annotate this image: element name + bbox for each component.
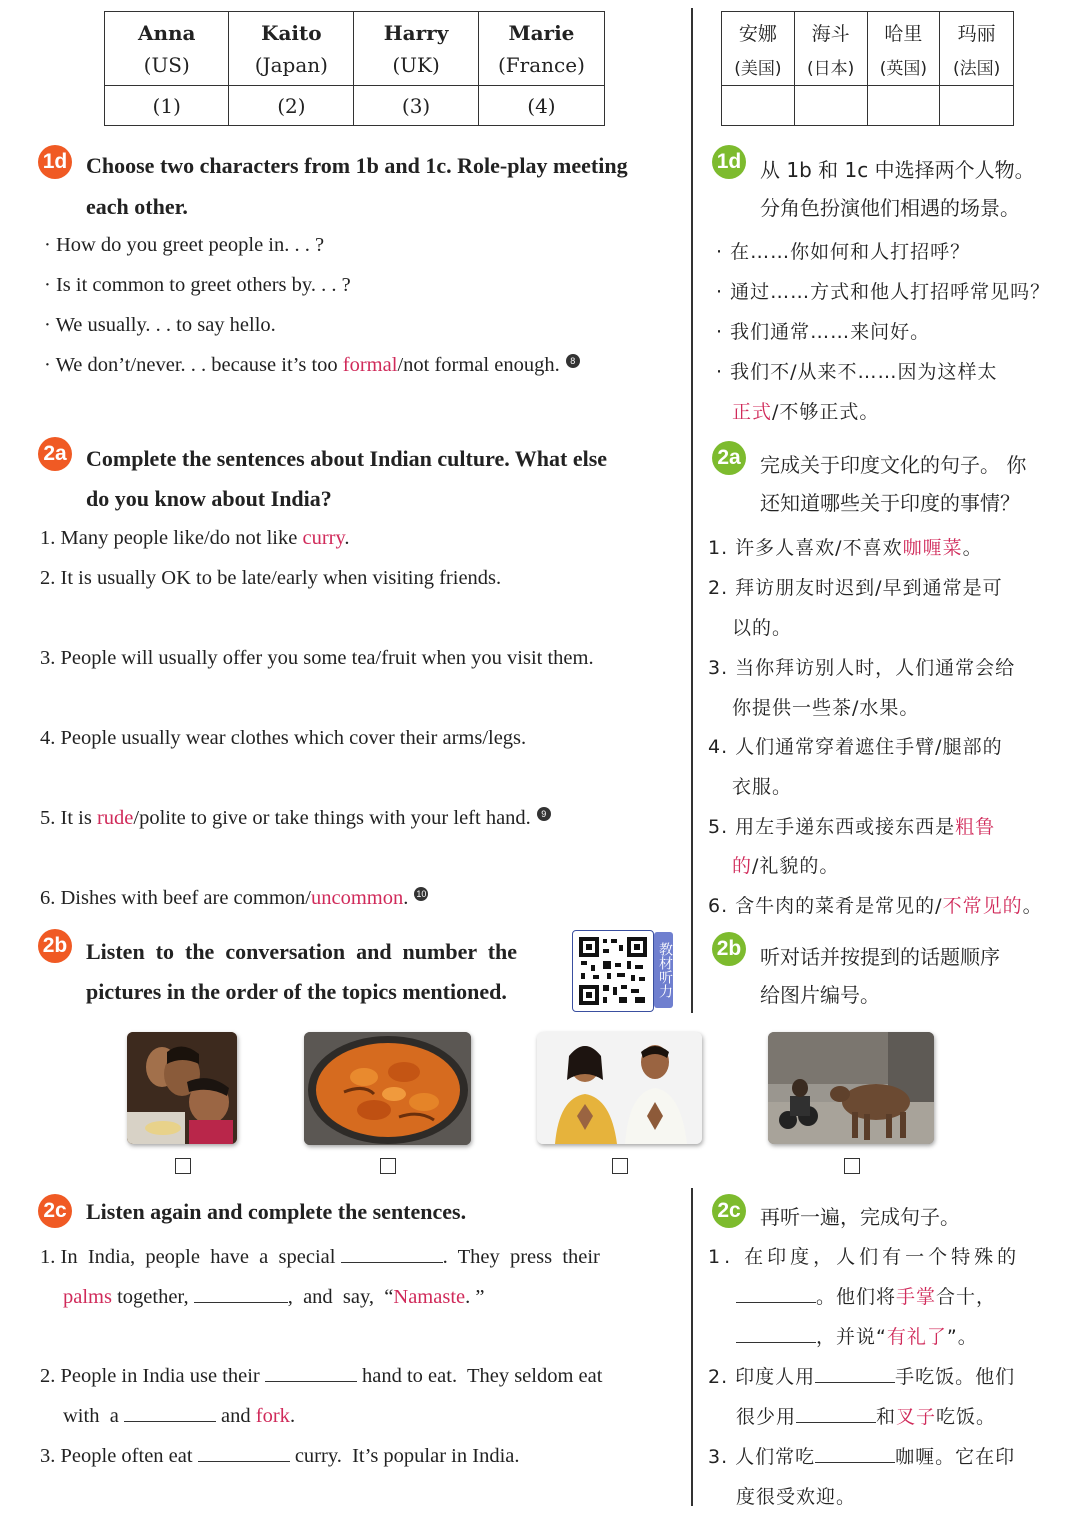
item-2a-cn-2b: 以的。 xyxy=(732,617,793,639)
blank-2c-cn-5[interactable] xyxy=(815,1442,895,1463)
item-2a-4: 4. People usually wear clothes which cover their arms/legs. xyxy=(40,727,527,749)
bullet-1d-2: · Is it common to greet others by. . . ? xyxy=(44,274,351,296)
table-cell-harry: Harry (UK) xyxy=(354,12,479,86)
table-cell-marie: Marie (France) xyxy=(478,12,604,86)
item-2a-cn-5a: 5. 用左手递东西或接东西是粗鲁 xyxy=(708,816,996,838)
table-cell-anna: Anna (US) xyxy=(105,12,229,86)
heading-1d-line2: each other. xyxy=(86,194,188,219)
picture-3-checkbox[interactable] xyxy=(612,1158,628,1174)
blank-2c-cn-1[interactable] xyxy=(736,1282,816,1303)
item-2c-cn-1a: 1. 在印度，人们有一个特殊的 xyxy=(708,1246,1021,1268)
table-number-4: (4) xyxy=(478,86,604,126)
characters-table xyxy=(104,11,605,126)
picture-2-checkbox[interactable] xyxy=(380,1158,396,1174)
item-2c-cn-1c: ，并说“有礼了”。 xyxy=(736,1322,978,1349)
item-2c-1a: 1. In India, people have a special . They press their xyxy=(40,1242,600,1269)
table-cn-blank-2 xyxy=(794,86,867,126)
bullet-1d-4: · We don’t/never. . . because it’s too formal/not formal enough. 8 xyxy=(44,354,580,377)
qr-code-icon xyxy=(573,931,653,1011)
table-cn-cell-4: 玛丽 (法国) xyxy=(940,12,1014,86)
item-2c-2a: 2. People in India use their hand to eat. They seldom eat xyxy=(40,1361,602,1388)
badge-2c: 2c xyxy=(38,1194,72,1228)
item-2a-cn-2a: 2. 拜访朋友时迟到/早到通常是可 xyxy=(708,577,1003,599)
bullet-1d-3: · We usually. . . to say hello. xyxy=(44,314,276,336)
blank-2c-1[interactable] xyxy=(341,1242,443,1263)
bullet-1d-cn-4b: 正式/不够正式。 xyxy=(732,401,880,423)
table-number-2: (2) xyxy=(229,86,354,126)
item-2a-cn-3b: 你提供一些茶/水果。 xyxy=(732,697,920,719)
blank-2c-4[interactable] xyxy=(124,1401,216,1422)
bullet-1d-cn-4: · 我们不/从来不……因为这样太 xyxy=(716,361,998,383)
item-2a-2: 2. It is usually OK to be late/early when visiting friends. xyxy=(40,567,502,589)
table-cn-blank-4 xyxy=(940,86,1014,126)
item-2a-5: 5. It is rude/polite to give or take things with your left hand. 9 xyxy=(40,807,551,830)
badge-2a-cn: 2a xyxy=(712,441,746,475)
picture-namaste-greeting xyxy=(537,1032,702,1144)
table-cell-kaito: Kaito (Japan) xyxy=(229,12,354,86)
table-cn-blank-3 xyxy=(867,86,940,126)
table-cn-blank-1 xyxy=(722,86,795,126)
blank-2c-5[interactable] xyxy=(198,1441,290,1462)
item-2a-cn-4a: 4. 人们通常穿着遮住手臂/腿部的 xyxy=(708,736,1003,758)
bullet-1d-cn-2: · 通过……方式和他人打招呼常见吗？ xyxy=(716,281,1051,303)
picture-curry-dish xyxy=(304,1032,471,1145)
qr-label[interactable]: 教材听力 xyxy=(654,932,673,1008)
qr-code[interactable] xyxy=(572,930,654,1012)
item-2a-cn-5b: 的/礼貌的。 xyxy=(732,855,840,877)
picture-1-checkbox[interactable] xyxy=(175,1158,191,1174)
badge-1d-cn: 1d xyxy=(712,145,746,179)
heading-1d-cn-line1: 从 1b 和 1c 中选择两个人物。 xyxy=(760,158,1035,182)
item-2c-cn-3b: 度很受欢迎。 xyxy=(736,1486,857,1508)
heading-2a-line1: Complete the sentences about Indian culture. What else xyxy=(86,446,608,471)
characters-table-cn xyxy=(721,11,1014,126)
note-marker-9: 9 xyxy=(537,807,551,821)
item-2a-cn-3a: 3. 当你拜访别人时，人们通常会给 xyxy=(708,657,1016,679)
item-2c-cn-3a: 3. 人们常吃 咖喱。它在印 xyxy=(708,1442,1015,1469)
table-cn-cell-1: 安娜 (美国) xyxy=(722,12,795,86)
badge-2b-cn: 2b xyxy=(712,932,746,966)
heading-2a-line2: do you know about India? xyxy=(86,486,332,511)
heading-2c: Listen again and complete the sentences. xyxy=(86,1199,467,1224)
badge-2b: 2b xyxy=(38,929,72,963)
table-number-3: (3) xyxy=(354,86,479,126)
picture-cow-on-street xyxy=(768,1032,934,1144)
item-2a-3: 3. People will usually offer you some tea/fruit when you visit them. xyxy=(40,647,594,669)
badge-2a: 2a xyxy=(38,437,72,471)
badge-1d: 1d xyxy=(38,145,72,179)
item-2a-cn-4b: 衣服。 xyxy=(732,776,793,798)
heading-2b-line1: Listen to the conversation and number the xyxy=(86,939,518,964)
badge-2c-cn: 2c xyxy=(712,1194,746,1228)
bullet-1d-1: · How do you greet people in. . . ? xyxy=(44,234,325,256)
item-2c-3: 3. People often eat curry. It’s popular in India. xyxy=(40,1441,520,1468)
table-cn-cell-2: 海斗 (日本) xyxy=(794,12,867,86)
item-2c-cn-2a: 2. 印度人用 手吃饭。他们 xyxy=(708,1362,1015,1389)
column-divider-bottom xyxy=(691,1188,693,1506)
blank-2c-3[interactable] xyxy=(265,1361,357,1382)
item-2c-cn-2b: 很少用 和叉子吃饭。 xyxy=(736,1402,996,1429)
heading-2b-line2: pictures in the order of the topics mentioned. xyxy=(86,979,507,1004)
bullet-1d-cn-3: · 我们通常……来问好。 xyxy=(716,321,931,343)
item-2a-1: 1. Many people like/do not like curry. xyxy=(40,527,350,549)
item-2a-6: 6. Dishes with beef are common/uncommon. 10 xyxy=(40,887,427,909)
heading-2b-cn-line2: 给图片编号。 xyxy=(760,983,880,1007)
heading-2a-cn-line1: 完成关于印度文化的句子。 你 xyxy=(760,453,1027,477)
picture-eating-with-hands xyxy=(127,1032,237,1144)
item-2a-cn-1: 1. 许多人喜欢/不喜欢咖喱菜。 xyxy=(708,537,983,559)
table-cn-cell-3: 哈里 (英国) xyxy=(867,12,940,86)
item-2c-1b: palms together, , and say, “Namaste. ” xyxy=(63,1282,485,1309)
picture-4-checkbox[interactable] xyxy=(844,1158,860,1174)
table-number-1: (1) xyxy=(105,86,229,126)
blank-2c-2[interactable] xyxy=(194,1282,288,1303)
blank-2c-cn-3[interactable] xyxy=(815,1362,895,1383)
item-2a-cn-6: 6. 含牛肉的菜肴是常见的/不常见的。 xyxy=(708,895,1043,917)
column-divider-top xyxy=(691,8,693,1013)
note-marker-8: 8 xyxy=(566,354,580,368)
heading-2a-cn-line2: 还知道哪些关于印度的事情？ xyxy=(760,491,1020,515)
item-2c-2b: with a and fork. xyxy=(63,1401,295,1428)
blank-2c-cn-2[interactable] xyxy=(736,1322,816,1343)
note-marker-10: 10 xyxy=(416,889,427,899)
bullet-1d-cn-1: · 在……你如何和人打招呼？ xyxy=(716,241,971,263)
heading-2b-cn-line1: 听对话并按提到的话题顺序 xyxy=(760,945,1000,969)
heading-1d-cn-line2: 分角色扮演他们相遇的场景。 xyxy=(760,196,1020,220)
heading-2c-cn: 再听一遍，完成句子。 xyxy=(760,1205,960,1229)
heading-1d-line1: Choose two characters from 1b and 1c. Role-play meeting xyxy=(86,153,628,178)
item-2c-cn-1b: 。他们将手掌合十， xyxy=(736,1282,996,1309)
blank-2c-cn-4[interactable] xyxy=(796,1402,876,1423)
